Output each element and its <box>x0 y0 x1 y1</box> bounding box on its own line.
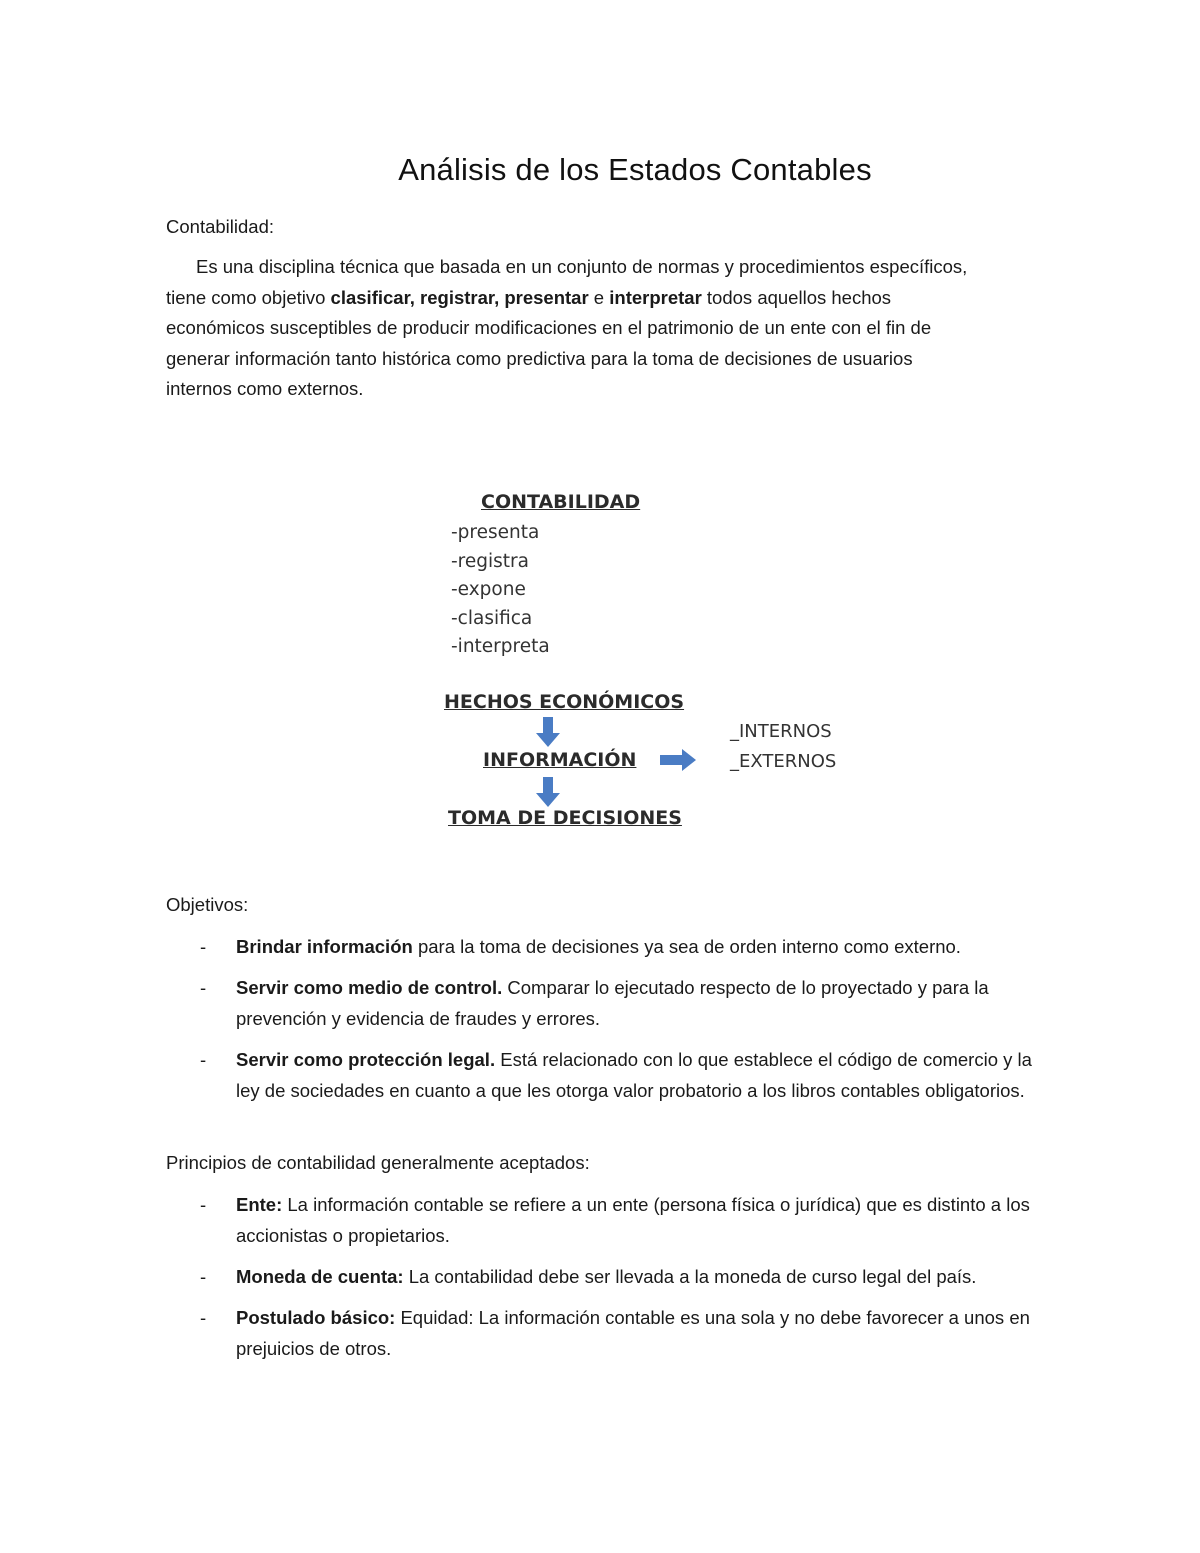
list-item <box>196 1189 1046 1251</box>
list-item <box>196 1302 1046 1364</box>
diagram-informacion: INFORMACIÓN <box>483 749 637 771</box>
arrow-down-icon <box>536 777 560 807</box>
principio-title: Postulado básico: <box>236 1307 396 1328</box>
objetivo-title: Brindar información <box>236 936 413 957</box>
objetivos-list <box>196 931 1046 1116</box>
definition-line-3: económicos susceptibles de producir modificaciones en el patrimonio de un ente con el fin de <box>166 317 932 339</box>
definition-paragraph <box>166 252 1046 405</box>
definition-bold-interpretar: interpretar <box>609 286 702 308</box>
definition-bold-verbs: clasificar, registrar, presentar <box>330 286 589 308</box>
objetivo-title: Servir como protección legal. <box>236 1049 496 1070</box>
definition-line-2-mid: e <box>588 286 610 308</box>
definition-line-2-post: todos aquellos hechos <box>701 286 892 308</box>
diagram-title: CONTABILIDAD <box>481 491 641 513</box>
section-label-contabilidad: Contabilidad: <box>166 216 274 237</box>
diagram-verb: -expone <box>451 579 526 601</box>
diagram-externos: _EXTERNOS <box>730 751 837 772</box>
bullet-dash: - <box>200 1049 207 1070</box>
diagram-verb: -clasifica <box>451 607 533 629</box>
arrow-right-icon <box>660 749 696 771</box>
contabilidad-diagram <box>430 485 870 840</box>
section-label-principios: Principios de contabilidad generalmente aceptados: <box>166 1152 590 1173</box>
objetivo-text: Está relacionado con lo que establece el código de comercio y la ley de sociedades en cuanto a que les otorga valor probatorio a los libros contables obligatorios. <box>236 1049 1032 1101</box>
definition-line-1: Es una disciplina técnica que basada en un conjunto de normas y procedimientos específicos, <box>196 256 968 277</box>
principio-title: Ente: <box>236 1194 283 1215</box>
diagram-internos: _INTERNOS <box>730 721 832 742</box>
diagram-hechos-economicos: HECHOS ECONÓMICOS <box>444 691 685 713</box>
diagram-verb-list <box>451 519 550 662</box>
objetivo-text: para la toma de decisiones ya sea de orden interno como externo. <box>412 936 961 957</box>
objetivo-title: Servir como medio de control. <box>236 977 503 998</box>
diagram-toma-de-decisiones: TOMA DE DECISIONES <box>448 807 682 829</box>
definition-line-2-pre: tiene como objetivo <box>166 286 331 308</box>
principio-text: La contabilidad debe ser llevada a la moneda de curso legal del país. <box>403 1266 977 1287</box>
list-item <box>196 1261 1046 1292</box>
diagram-verb: -registra <box>451 550 529 572</box>
list-item <box>196 931 1046 962</box>
objetivo-text: Comparar lo ejecutado respecto de lo proyectado y para la prevención y evidencia de fraudes y errores. <box>236 977 989 1029</box>
definition-line-5: internos como externos. <box>166 378 364 400</box>
diagram-verb: -presenta <box>451 522 540 543</box>
page-title: Análisis de los Estados Contables <box>398 152 872 187</box>
principio-text: La información contable se refiere a un ente (persona física o jurídica) que es distinto a los accionistas o propietarios. <box>236 1194 1030 1246</box>
list-item <box>196 1044 1046 1106</box>
principios-list <box>196 1189 1046 1374</box>
principio-title: Moneda de cuenta: <box>236 1266 404 1287</box>
list-item <box>196 972 1046 1034</box>
principio-text: Equidad: La información contable es una sola y no debe favorecer a unos en prejuicios de otros. <box>236 1307 1030 1359</box>
definition-line-4: generar información tanto histórica como predictiva para la toma de decisiones de usuarios <box>166 347 913 369</box>
arrow-down-icon <box>536 717 560 747</box>
bullet-dash: - <box>200 977 207 998</box>
section-label-objetivos: Objetivos: <box>166 894 249 915</box>
bullet-dash: - <box>200 1266 207 1287</box>
bullet-dash: - <box>200 1194 207 1215</box>
bullet-dash: - <box>200 936 207 957</box>
bullet-dash: - <box>200 1307 207 1328</box>
diagram-verb: -interpreta <box>451 636 550 658</box>
definition-line-2 <box>166 283 1046 314</box>
